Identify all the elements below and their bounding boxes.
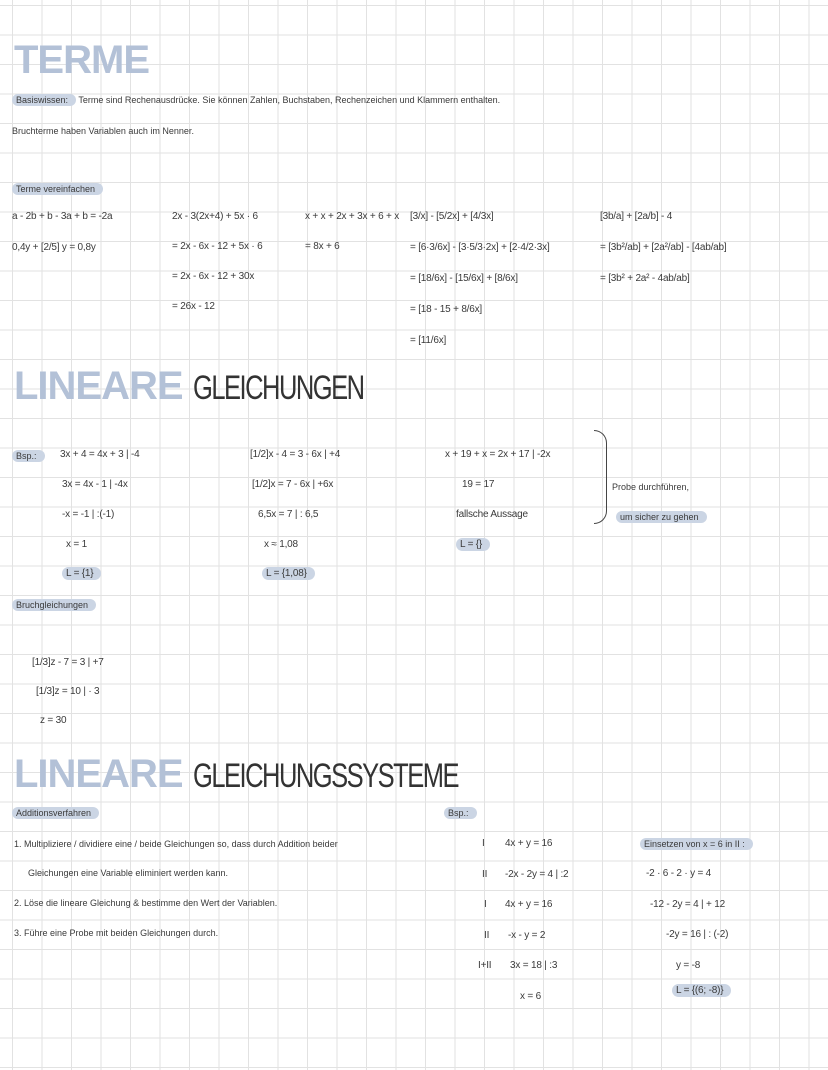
title-lineare: LINEARE xyxy=(14,364,183,408)
bruch-line: [1/3]z - 7 = 3 | +7 xyxy=(32,657,104,668)
term-col4-line: = [18/6x] - [15/6x] + [8/6x] xyxy=(410,273,518,284)
basiswissen-text: Terme sind Rechenausdrücke. Sie können Zahlen, Buchstaben, Rechenzeichen und Klammern enthalten. xyxy=(78,95,501,105)
eq2-line: x ≈ 1,08 xyxy=(264,539,298,550)
step-3: 3. Führe eine Probe mit beiden Gleichungen durch. xyxy=(14,928,219,938)
einsetzen-line: y = -8 xyxy=(676,959,701,971)
term-col5-line: = [3b²/ab] + [2a²/ab] - [4ab/ab] xyxy=(600,242,727,253)
system-tag: I xyxy=(482,838,485,849)
basiswissen-label: Basiswissen: xyxy=(12,94,76,106)
system-equation: x = 6 xyxy=(520,990,541,1002)
system-tag: II xyxy=(484,929,490,941)
eq2-line: [1/2]x - 4 = 3 - 6x | +4 xyxy=(250,449,341,460)
eq3-line: 19 = 17 xyxy=(462,479,495,490)
title-lineare-gleichungssysteme xyxy=(14,752,546,798)
gls-solution xyxy=(672,984,731,998)
term-col5-line: [3b/a] + [2a/b] - 4 xyxy=(600,211,673,222)
note-sicher: um sicher zu gehen xyxy=(616,511,707,523)
term-col5-line: = [3b² + 2a² - 4ab/ab] xyxy=(600,273,690,284)
title-gleichungen: GLEICHUNGEN xyxy=(192,369,364,407)
eq1-line: 3x = 4x - 1 | -4x xyxy=(62,479,128,490)
eq1-line: 3x + 4 = 4x + 3 | -4 xyxy=(60,449,140,460)
bruchterme-text: Bruchterme haben Variablen auch im Nenner. xyxy=(12,126,194,136)
bruch-line: z = 30 xyxy=(40,715,67,726)
title-lineare-gleichungen xyxy=(14,364,420,410)
term-col1-line: 0,4y + [2/5] y = 0,8y xyxy=(12,242,96,253)
bsp-label-gls: Bsp.: xyxy=(444,807,477,819)
eq3-line: fallsche Aussage xyxy=(456,509,528,520)
eq3-line: x + 19 + x = 2x + 17 | -2x xyxy=(445,449,551,460)
term-col4-line: = [18 - 15 + 8/6x] xyxy=(410,304,483,315)
eq1-solution xyxy=(62,567,101,581)
basiswissen-line xyxy=(12,93,500,107)
eq3-solution-pill: L = {} xyxy=(456,538,490,551)
term-col3-line: x + x + 2x + 3x + 6 + x xyxy=(305,211,400,222)
title-terme: TERME xyxy=(14,38,149,82)
term-col1-line: a - 2b + b - 3a + b = -2a xyxy=(12,211,113,222)
system-equation: -2x - 2y = 4 | :2 xyxy=(505,868,569,880)
step-1: 1. Multipliziere / dividiere eine / beide Gleichungen so, dass durch Addition beider xyxy=(14,839,338,849)
note-probe: Probe durchführen, xyxy=(612,482,690,492)
term-col2-line: 2x - 3(2x+4) + 5x · 6 xyxy=(172,211,258,222)
eq1-line: x = 1 xyxy=(66,539,87,550)
eq1-solution-pill: L = {1} xyxy=(62,567,101,580)
system-tag: I+II xyxy=(478,960,492,971)
eq2-line: 6,5x = 7 | : 6,5 xyxy=(258,509,319,520)
eq3-solution xyxy=(456,538,490,552)
term-col4-line: = [6·3/6x] - [3·5/3·2x] + [2·4/2·3x] xyxy=(410,242,550,253)
term-col4-line: = [11/6x] xyxy=(410,335,447,346)
eq2-solution xyxy=(262,567,315,581)
system-tag: I xyxy=(484,899,487,910)
term-col4-line: [3/x] - [5/2x] + [4/3x] xyxy=(410,211,494,222)
section-label-terme-vereinfachen: Terme vereinfachen xyxy=(12,183,103,195)
system-equation: 4x + y = 16 xyxy=(505,899,553,910)
term-col2-line: = 2x - 6x - 12 + 30x xyxy=(172,271,255,282)
einsetzen-label: Einsetzen von x = 6 in II : xyxy=(640,838,753,850)
term-col2-line: = 2x - 6x - 12 + 5x · 6 xyxy=(172,241,263,252)
eq2-line: [1/2]x = 7 - 6x | +6x xyxy=(252,479,334,490)
bsp-label: Bsp.: xyxy=(12,450,45,462)
bracket xyxy=(594,430,607,524)
section-label-bruchgleichungen: Bruchgleichungen xyxy=(12,599,96,611)
title-gleichungssysteme: GLEICHUNGSSYSTEME xyxy=(192,757,458,795)
eq2-solution-pill: L = {1,08} xyxy=(262,567,315,580)
system-tag: II xyxy=(482,868,488,880)
section-label-additionsverfahren: Additionsverfahren xyxy=(12,807,99,819)
step-2: 2. Löse die lineare Gleichung & bestimme den Wert der Variablen. xyxy=(14,898,278,908)
gls-solution-pill: L = {(6; -8)} xyxy=(672,984,731,997)
term-col2-line: = 26x - 12 xyxy=(172,301,215,312)
einsetzen-line: -12 - 2y = 4 | + 12 xyxy=(650,898,725,910)
einsetzen-line: -2 · 6 - 2 · y = 4 xyxy=(646,868,712,879)
system-equation: -x - y = 2 xyxy=(508,929,546,941)
system-equation: 4x + y = 16 xyxy=(505,838,553,849)
title-lineare: LINEARE xyxy=(14,752,183,796)
einsetzen-line: -2y = 16 | : (-2) xyxy=(666,929,729,940)
system-equation: 3x = 18 | :3 xyxy=(510,960,558,971)
term-col3-line: = 8x + 6 xyxy=(305,241,340,252)
bruch-line: [1/3]z = 10 | · 3 xyxy=(36,686,100,697)
eq1-line: -x = -1 | :(-1) xyxy=(62,509,115,520)
step-1-cont: Gleichungen eine Variable eliminiert werden kann. xyxy=(28,868,228,878)
